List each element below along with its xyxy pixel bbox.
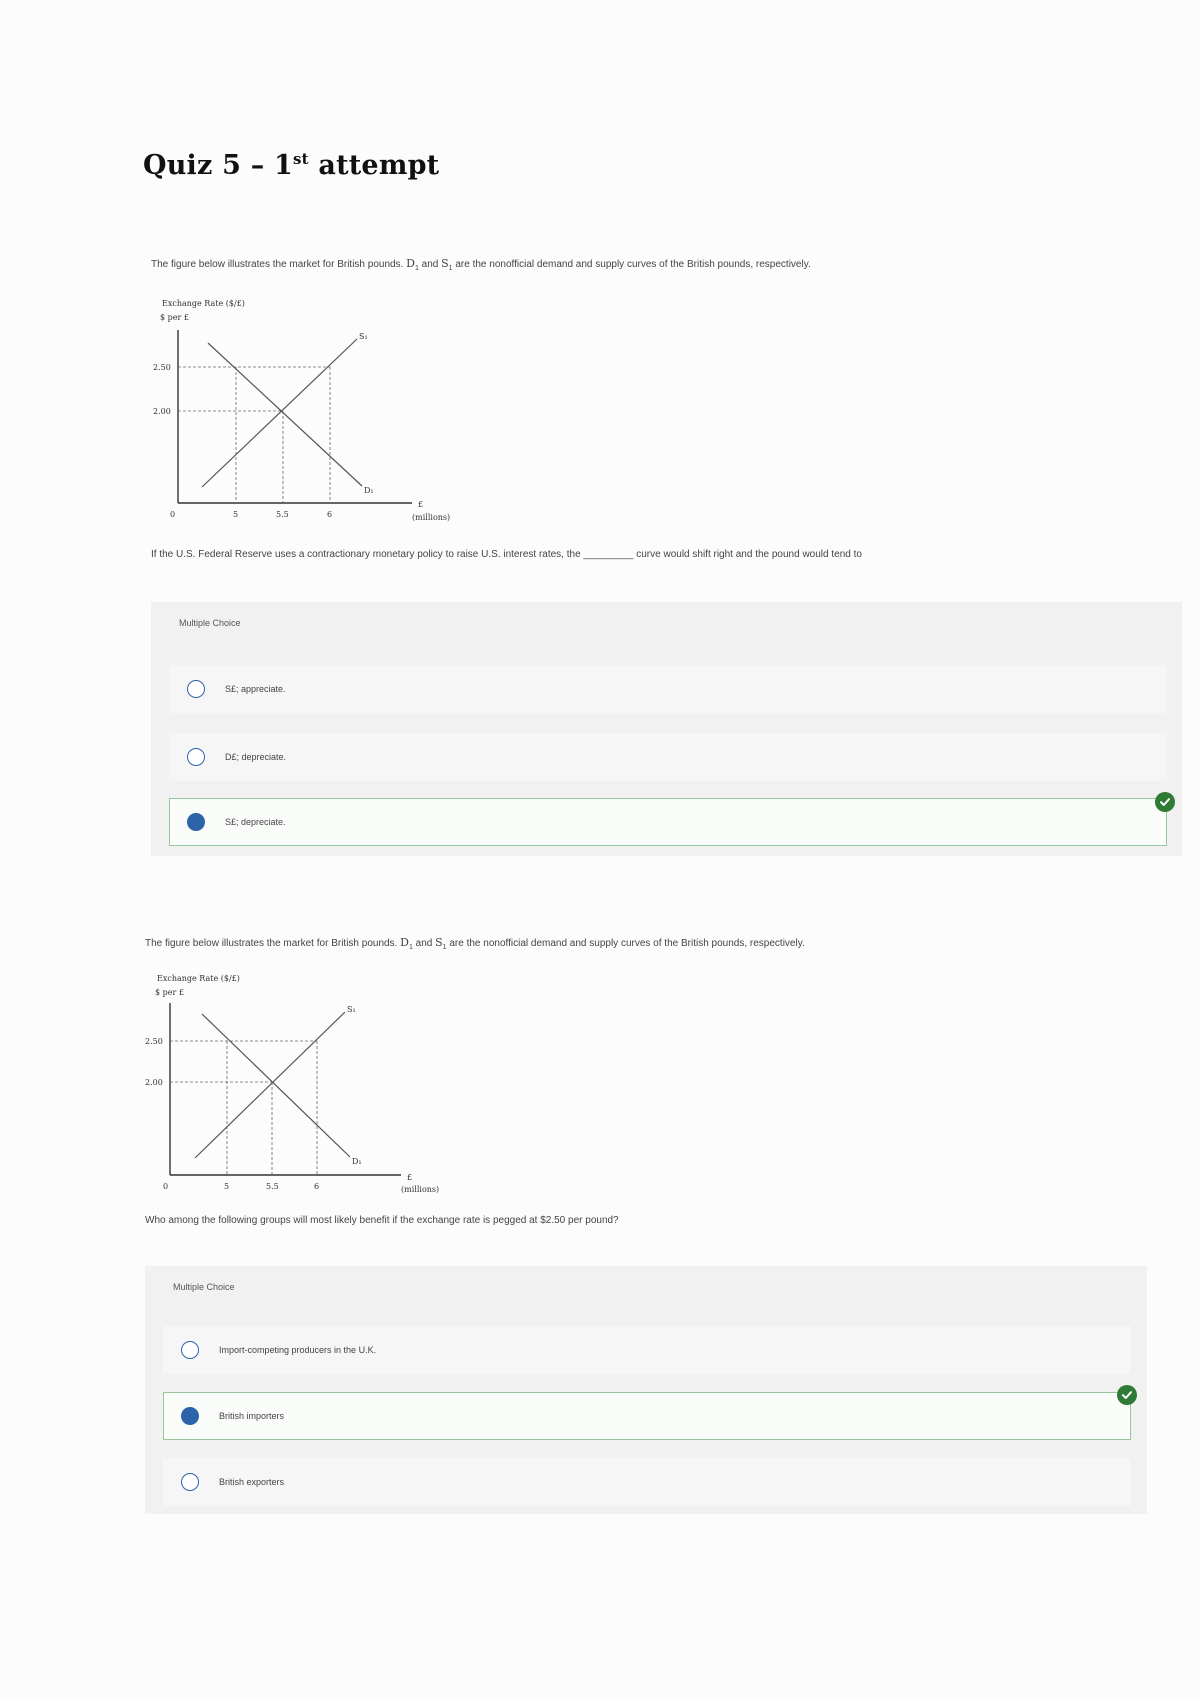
x-tick-label: 5.5: [276, 510, 289, 519]
y-tick-label: 2.00: [153, 407, 171, 416]
radio-button[interactable]: [187, 680, 205, 698]
x-tick-label: 5.5: [266, 1182, 279, 1191]
radio-button[interactable]: [187, 748, 205, 766]
exchange-rate-graph: [150, 295, 470, 525]
choice-text: S£; appreciate.: [225, 684, 286, 694]
radio-button[interactable]: [181, 1473, 199, 1491]
demand-curve: [208, 343, 362, 486]
x-tick-label: 6: [314, 1182, 320, 1191]
multiple-choice-panel: [145, 1266, 1147, 1514]
x-tick-label: 0: [163, 1182, 169, 1191]
supply-label: S₁: [359, 332, 368, 341]
x-tick-label: 6: [327, 510, 333, 519]
radio-button-selected[interactable]: [187, 813, 205, 831]
question-intro: The figure below illustrates the market for British pounds. $D_1$ and $S_1$ are the nonofficial demand and supply curves of the British pounds, respectively.: [145, 936, 805, 951]
choice-option[interactable]: [169, 733, 1167, 781]
check-circle-icon: [1155, 792, 1175, 812]
choice-text: British exporters: [219, 1477, 285, 1487]
choice-text: D£; depreciate.: [225, 752, 287, 762]
x-tick-label: 5: [224, 1182, 230, 1191]
radio-button-selected[interactable]: [181, 1407, 199, 1425]
y-tick-label: 2.50: [145, 1037, 163, 1046]
choice-type-label: Multiple Choice: [173, 1282, 235, 1292]
demand-label: D₁: [364, 486, 374, 495]
y-axis-label: Exchange Rate ($/£): [162, 299, 245, 308]
question-prompt: If the U.S. Federal Reserve uses a contractionary monetary policy to raise U.S. interest rates, the _________ curve would shift right and the pound would tend to: [151, 549, 862, 560]
radio-button[interactable]: [181, 1341, 199, 1359]
x-axis-label: £: [407, 1173, 413, 1182]
demand-curve: [202, 1014, 350, 1157]
choice-text: British importers: [219, 1411, 285, 1421]
choice-option-selected[interactable]: [169, 798, 1167, 846]
y-tick-label: 2.00: [145, 1078, 163, 1087]
choice-option[interactable]: [163, 1326, 1131, 1374]
choice-option[interactable]: [169, 665, 1167, 713]
y-axis-unit: $ per £: [160, 313, 189, 322]
y-axis-label: Exchange Rate ($/£): [157, 974, 240, 983]
x-axis-label: £: [418, 500, 424, 509]
question-prompt: Who among the following groups will most likely benefit if the exchange rate is pegged at $2.50 per pound?: [145, 1215, 619, 1226]
choice-option[interactable]: [163, 1458, 1131, 1506]
supply-curve: [195, 1012, 345, 1158]
choice-type-label: Multiple Choice: [179, 618, 241, 628]
page-title: Quiz 5 – 1st attempt: [143, 150, 440, 181]
multiple-choice-panel: [151, 602, 1182, 856]
question-intro: The figure below illustrates the market for British pounds. $D_1$ and $S_1$ are the nonofficial demand and supply curves of the British pounds, respectively.: [151, 257, 811, 272]
supply-label: S₁: [347, 1005, 356, 1014]
choice-text: Import-competing producers in the U.K.: [219, 1345, 377, 1355]
choice-option-selected[interactable]: [163, 1392, 1131, 1440]
demand-label: D₁: [352, 1157, 362, 1166]
choice-text: S£; depreciate.: [225, 817, 286, 827]
x-axis-unit: (millions): [401, 1185, 440, 1194]
exchange-rate-graph: [145, 970, 465, 1200]
x-tick-label: 0: [170, 510, 176, 519]
y-tick-label: 2.50: [153, 363, 171, 372]
y-axis-unit: $ per £: [155, 988, 184, 997]
x-tick-label: 5: [233, 510, 239, 519]
x-axis-unit: (millions): [412, 513, 451, 522]
check-circle-icon: [1117, 1385, 1137, 1405]
supply-curve: [202, 339, 357, 487]
